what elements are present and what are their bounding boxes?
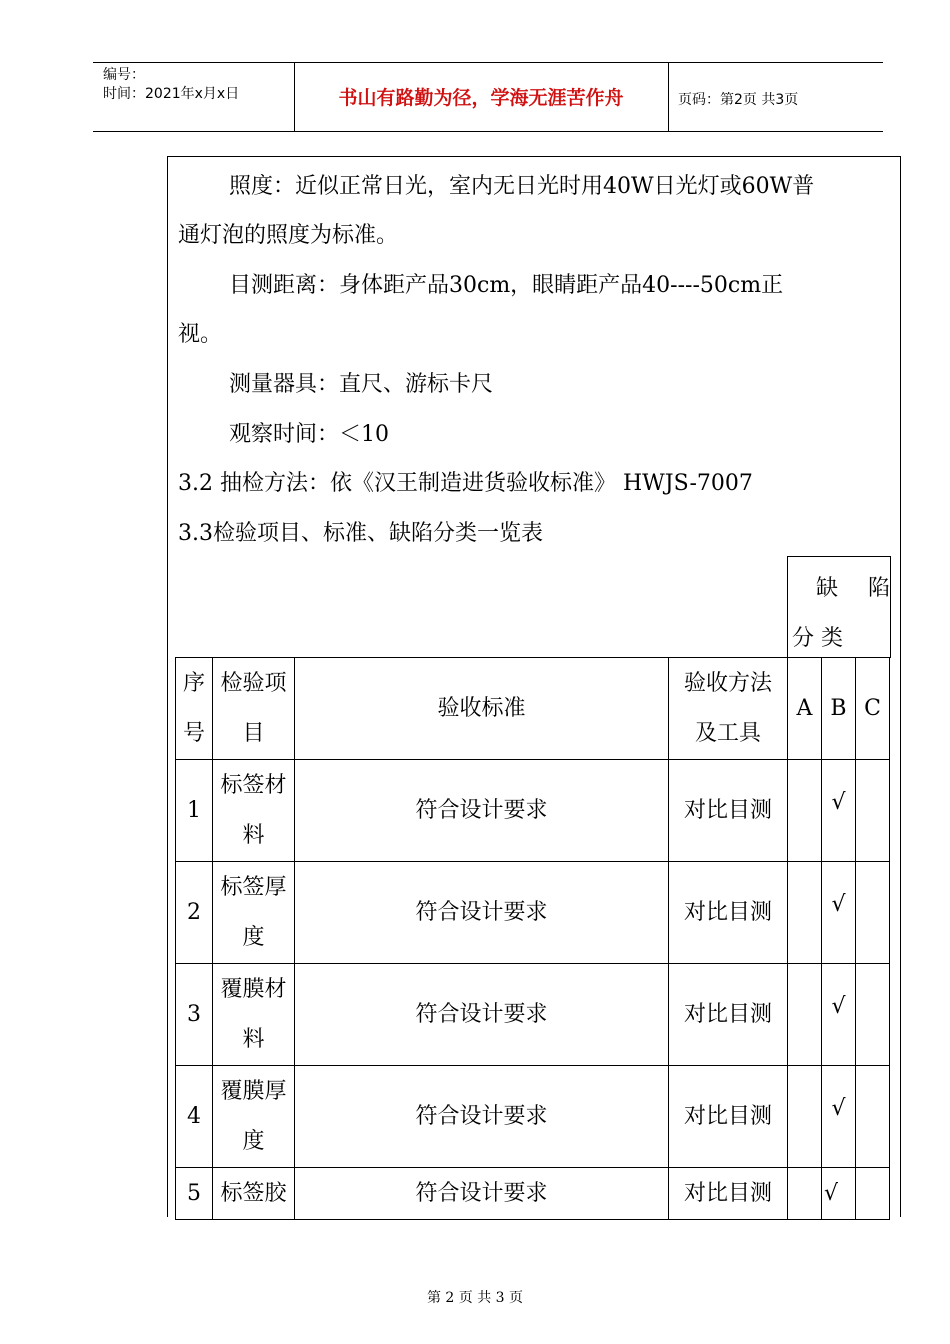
row-a bbox=[788, 760, 822, 862]
table-row bbox=[176, 964, 890, 1066]
header-item: 检验项 目 bbox=[213, 658, 295, 760]
defect-class-header bbox=[787, 556, 891, 658]
header-divider bbox=[668, 63, 669, 131]
distance-line-2: 视。 bbox=[178, 322, 223, 347]
row-no: 4 bbox=[176, 1066, 213, 1168]
row-a bbox=[788, 1066, 822, 1168]
row-item: 标签胶 bbox=[213, 1168, 295, 1220]
row-b-check: √ bbox=[822, 1066, 856, 1168]
row-standard: 符合设计要求 bbox=[295, 1168, 669, 1220]
table-row bbox=[176, 1168, 890, 1220]
row-no: 2 bbox=[176, 862, 213, 964]
row-standard: 符合设计要求 bbox=[295, 1066, 669, 1168]
header-a: A bbox=[788, 658, 822, 760]
row-a bbox=[788, 1168, 822, 1220]
row-c bbox=[856, 1066, 890, 1168]
number-label: 编号： bbox=[103, 67, 145, 83]
defect-class-label-b: 陷 bbox=[868, 576, 891, 601]
page-footer: 第 2 页 共 3 页 bbox=[426, 1290, 524, 1306]
row-c bbox=[856, 862, 890, 964]
row-no: 1 bbox=[176, 760, 213, 862]
row-method: 对比目测 bbox=[669, 760, 788, 862]
illuminance-line-1: 照度：近似正常日光，室内无日光时用40W日光灯或60W普 bbox=[229, 174, 815, 199]
row-a bbox=[788, 964, 822, 1066]
observe-time-line: 观察时间：＜10 bbox=[229, 422, 389, 447]
header-page-label: 页码：第2页 共3页 bbox=[678, 92, 799, 108]
header-no: 序 号 bbox=[176, 658, 213, 760]
page-header bbox=[93, 62, 883, 132]
inspection-table bbox=[175, 657, 890, 1220]
header-motto: 书山有路勤为径，学海无涯苦作舟 bbox=[338, 87, 624, 109]
row-item: 标签厚 度 bbox=[213, 862, 295, 964]
row-b-check: √ bbox=[822, 1168, 856, 1220]
row-method: 对比目测 bbox=[669, 862, 788, 964]
table-row bbox=[176, 760, 890, 862]
header-b: B bbox=[822, 658, 856, 760]
row-no: 3 bbox=[176, 964, 213, 1066]
header-c: C bbox=[856, 658, 890, 760]
row-item: 标签材 料 bbox=[213, 760, 295, 862]
table-header-row bbox=[176, 658, 890, 760]
row-method: 对比目测 bbox=[669, 1066, 788, 1168]
row-no: 5 bbox=[176, 1168, 213, 1220]
row-standard: 符合设计要求 bbox=[295, 760, 669, 862]
row-b-check: √ bbox=[822, 862, 856, 964]
row-a bbox=[788, 862, 822, 964]
time-label: 时间：2021年x月x日 bbox=[103, 86, 240, 102]
row-method: 对比目测 bbox=[669, 964, 788, 1066]
tools-line: 测量器具：直尺、游标卡尺 bbox=[229, 372, 494, 397]
row-method: 对比目测 bbox=[669, 1168, 788, 1220]
header-meta bbox=[103, 66, 239, 104]
row-b-check: √ bbox=[822, 964, 856, 1066]
header-standard: 验收标准 bbox=[295, 658, 669, 760]
section-3-3: 3.3检验项目、标准、缺陷分类一览表 bbox=[178, 521, 543, 546]
row-standard: 符合设计要求 bbox=[295, 964, 669, 1066]
row-c bbox=[856, 1168, 890, 1220]
row-item: 覆膜材 料 bbox=[213, 964, 295, 1066]
row-c bbox=[856, 760, 890, 862]
section-3-2: 3.2 抽检方法：依《汉王制造进货验收标准》 HWJS-7007 bbox=[178, 471, 753, 496]
row-item: 覆膜厚 度 bbox=[213, 1066, 295, 1168]
row-standard: 符合设计要求 bbox=[295, 862, 669, 964]
distance-line-1: 目测距离：身体距产品30cm，眼睛距产品40----50cm正 bbox=[229, 273, 784, 298]
header-method: 验收方法 及工具 bbox=[669, 658, 788, 760]
row-b-check: √ bbox=[822, 760, 856, 862]
defect-class-label-a: 缺 bbox=[816, 576, 839, 601]
row-c bbox=[856, 964, 890, 1066]
table-row bbox=[176, 1066, 890, 1168]
illuminance-line-2: 通灯泡的照度为标准。 bbox=[178, 223, 399, 248]
defect-class-label-c: 分 类 bbox=[792, 626, 843, 651]
table-row bbox=[176, 862, 890, 964]
